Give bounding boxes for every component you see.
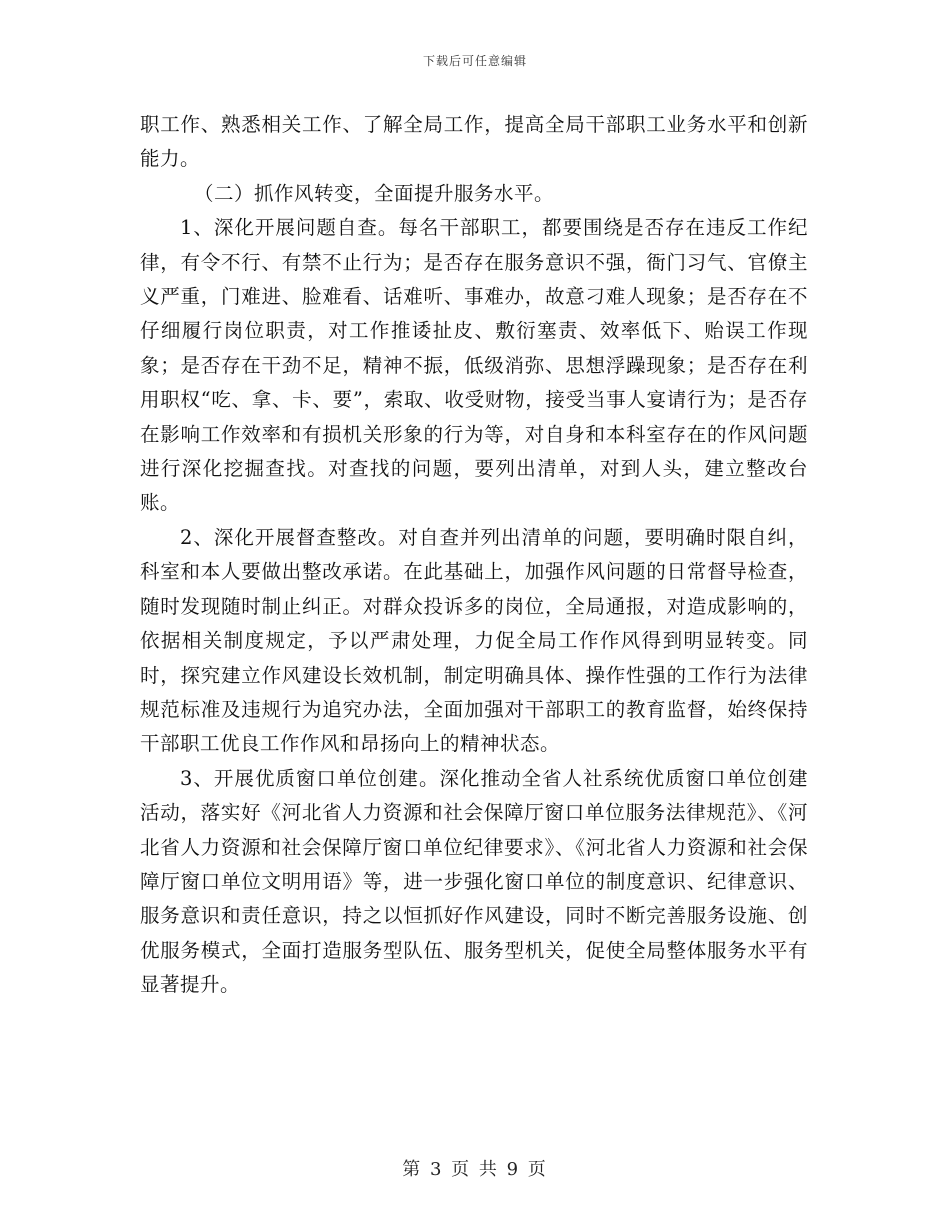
paragraph-continuation: 职工作、熟悉相关工作、了解全局工作，提高全局干部职工业务水平和创新能力。 <box>140 113 808 171</box>
section-heading: （二）抓作风转变，全面提升服务水平。 <box>194 181 555 205</box>
page-number: 第 3 页 共 9 页 <box>402 1159 548 1180</box>
document-body <box>140 108 808 1003</box>
paragraph-supervision-rectification: 2、深化开展督查整改。对自查并列出清单的问题，要明确时限自纠，科室和本人要做出整改承诺。在此基础上，加强作风问题的日常督导检查，随时发现随时制止纠正。对群众投诉多的岗位，全局通报，对造成影响的，依据相关制度规定，予以严肃处理，力促全局工作作风得到明显转变。同时，探究建立作风建设长效机制，制定明确具体、操作性强的工作行为法律规范标准及违规行为追究办法，全面加强对干部职工的教育监督，始终保持干部职工优良工作作风和昂扬向上的精神状态。 <box>140 525 808 756</box>
page-header-note: 下载后可任意编辑 <box>422 54 527 68</box>
paragraph-quality-window: 3、开展优质窗口单位创建。深化推动全省人社系统优质窗口单位创建活动，落实好《河北省人力资源和社会保障厅窗口单位服务法律规范》、《河北省人力资源和社会保障厅窗口单位纪律要求》、《河北省人力资源和社会保障厅窗口单位文明用语》等，进一步强化窗口单位的制度意识、纪律意识、服务意识和责任意识，持之以恒抓好作风建设，同时不断完善服务设施、创优服务模式，全面打造服务型队伍、服务型机关，促使全局整体服务水平有显著提升。 <box>140 766 808 997</box>
paragraph-self-inspection: 1、深化开展问题自查。每名干部职工，都要围绕是否存在违反工作纪律，有令不行、有禁不止行为；是否存在服务意识不强，衙门习气、官僚主义严重，门难进、脸难看、话难听、事难办，故意刁难人现象；是否存在不仔细履行岗位职责，对工作推诿扯皮、敷衍塞责、效率低下、贻误工作现象；是否存在干劲不足，精神不振，低级消弥、思想浮躁现象；是否存在利用职权“吃、拿、卡、要”，索取、收受财物，接受当事人宴请行为；是否存在影响工作效率和有损机关形象的行为等，对自身和本科室存在的作风问题进行深化挖掘查找。对查找的问题，要列出清单，对到人头，建立整改台账。 <box>140 216 808 515</box>
